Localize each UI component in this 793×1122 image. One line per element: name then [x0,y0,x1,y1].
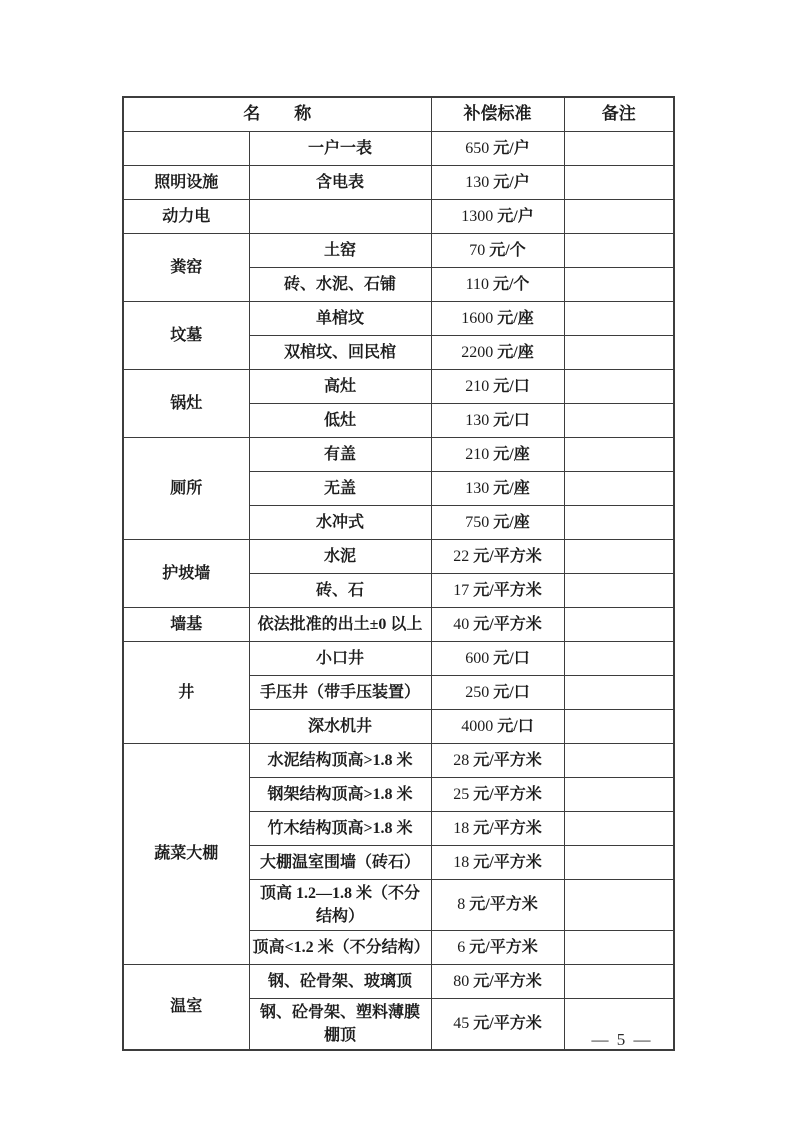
standard-cell [431,200,564,234]
category-cell: 厕所 [123,438,249,540]
remark-cell [564,744,674,778]
item-cell: 含电表 [249,166,431,200]
standard-cell [431,608,564,642]
standard-amount: 40 [453,615,470,633]
standard-cell [431,812,564,846]
item-cell: 有盖 [249,438,431,472]
item-cell: 水泥 [249,540,431,574]
standard-unit: 元/平方米 [473,615,542,633]
item-cell: 水冲式 [249,506,431,540]
item-cell: 钢、砼骨架、玻璃顶 [249,965,431,999]
category-cell [123,132,249,166]
standard-amount: 130 [465,173,490,191]
standard-cell [431,234,564,268]
remark-cell [564,540,674,574]
remark-cell [564,880,674,931]
standard-cell [431,574,564,608]
standard-amount: 18 [453,853,470,871]
remark-cell [564,710,674,744]
standard-cell [431,370,564,404]
remark-cell [564,336,674,370]
remark-cell [564,965,674,999]
category-cell: 粪窑 [123,234,249,302]
standard-cell [431,642,564,676]
standard-unit: 元/座 [493,513,530,531]
standard-cell [431,302,564,336]
item-cell: 手压井（带手压装置） [249,676,431,710]
category-cell: 墙基 [123,608,249,642]
standard-unit: 元/口 [493,683,530,701]
standard-cell [431,710,564,744]
standard-amount: 6 [457,938,466,956]
standard-unit: 元/平方米 [469,896,538,914]
remark-cell [564,608,674,642]
category-cell: 动力电 [123,200,249,234]
standard-amount: 110 [465,275,489,293]
standard-amount: 1600 [461,309,494,327]
item-cell: 低灶 [249,404,431,438]
standard-cell [431,778,564,812]
remark-cell [564,438,674,472]
standard-amount: 25 [453,785,470,803]
remark-cell [564,404,674,438]
standard-amount: 130 [465,411,490,429]
item-cell: 顶高<1.2 米（不分结构） [249,931,431,965]
remark-cell [564,234,674,268]
standard-amount: 250 [465,683,490,701]
standard-cell [431,676,564,710]
category-cell: 照明设施 [123,166,249,200]
header-standard: 补偿标准 [431,97,564,132]
category-cell: 护坡墙 [123,540,249,608]
standard-amount: 8 [457,896,466,914]
item-cell: 一户一表 [249,132,431,166]
standard-unit: 元/个 [492,275,530,293]
remark-cell [564,676,674,710]
standard-cell [431,506,564,540]
standard-unit: 元/座 [493,445,530,463]
standard-amount: 80 [453,972,470,990]
standard-unit: 元/口 [497,717,534,735]
item-cell: 砖、水泥、石铺 [249,268,431,302]
standard-amount: 650 [465,139,490,157]
standard-unit: 元/户 [497,207,534,225]
standard-cell [431,166,564,200]
standard-unit: 元/户 [493,139,530,157]
remark-cell [564,642,674,676]
header-remark: 备注 [564,97,674,132]
item-cell: 砖、石 [249,574,431,608]
table-row [123,744,674,778]
item-cell [249,200,431,234]
category-cell: 井 [123,642,249,744]
standard-amount: 18 [453,819,470,837]
remark-cell [564,506,674,540]
item-cell: 高灶 [249,370,431,404]
table-row [123,540,674,574]
standard-unit: 元/座 [493,479,530,497]
table-row [123,302,674,336]
standard-unit: 元/平方米 [473,751,542,769]
category-cell: 蔬菜大棚 [123,744,249,965]
table-row [123,965,674,999]
standard-unit: 元/平方米 [473,785,542,803]
item-cell: 大棚温室围墙（砖石） [249,846,431,880]
remark-cell [564,166,674,200]
standard-amount: 130 [465,479,490,497]
standard-cell [431,931,564,965]
remark-cell [564,778,674,812]
table-row [123,608,674,642]
standard-amount: 210 [465,445,490,463]
standard-unit: 元/平方米 [473,581,542,599]
standard-amount: 17 [453,581,470,599]
item-cell: 无盖 [249,472,431,506]
standard-amount: 600 [465,649,490,667]
item-cell: 单棺坟 [249,302,431,336]
item-cell: 钢架结构顶高>1.8 米 [249,778,431,812]
item-cell: 土窑 [249,234,431,268]
table-row [123,642,674,676]
category-cell: 温室 [123,965,249,1051]
remark-cell [564,846,674,880]
standard-amount: 750 [465,513,490,531]
table-row [123,132,674,166]
compensation-table [122,96,675,1051]
remark-cell [564,931,674,965]
standard-amount: 70 [469,241,486,259]
category-cell: 坟墓 [123,302,249,370]
remark-cell [564,574,674,608]
standard-cell [431,472,564,506]
standard-unit: 元/个 [489,241,526,259]
page-number: — 5 — [591,1030,653,1049]
table-row [123,166,674,200]
item-cell: 水泥结构顶高>1.8 米 [249,744,431,778]
standard-unit: 元/平方米 [473,547,542,565]
standard-cell [431,132,564,166]
item-cell: 双棺坟、回民棺 [249,336,431,370]
table-row [123,438,674,472]
header-name: 名 称 [123,97,431,132]
standard-cell [431,540,564,574]
remark-cell [564,302,674,336]
standard-cell [431,880,564,931]
standard-unit: 元/座 [497,309,534,327]
standard-unit: 元/口 [493,411,530,429]
standard-cell [431,965,564,999]
table-row [123,200,674,234]
remark-cell [564,472,674,506]
item-cell: 依法批准的出土±0 以上 [249,608,431,642]
item-cell: 钢、砼骨架、塑料薄膜棚顶 [249,999,431,1051]
standard-unit: 元/平方米 [473,972,542,990]
remark-cell [564,812,674,846]
standard-amount: 22 [453,547,470,565]
table-row [123,370,674,404]
standard-cell [431,268,564,302]
standard-cell [431,744,564,778]
standard-unit: 元/平方米 [469,938,538,956]
standard-amount: 1300 [461,207,494,225]
standard-amount: 2200 [461,343,494,361]
standard-cell [431,999,564,1051]
header-row [123,97,674,132]
remark-cell [564,370,674,404]
standard-unit: 元/口 [493,377,530,395]
standard-amount: 4000 [461,717,494,735]
category-cell: 锅灶 [123,370,249,438]
standard-unit: 元/平方米 [473,853,542,871]
standard-unit: 元/口 [493,649,530,667]
standard-amount: 210 [465,377,490,395]
item-cell: 顶高 1.2—1.8 米（不分结构） [249,880,431,931]
item-cell: 竹木结构顶高>1.8 米 [249,812,431,846]
standard-cell [431,336,564,370]
item-cell: 小口井 [249,642,431,676]
remark-cell [564,132,674,166]
remark-cell [564,268,674,302]
standard-unit: 元/户 [493,173,530,191]
item-cell: 深水机井 [249,710,431,744]
standard-unit: 元/平方米 [473,1015,542,1033]
table-row [123,234,674,268]
standard-unit: 元/平方米 [473,819,542,837]
remark-cell [564,200,674,234]
standard-cell [431,404,564,438]
standard-amount: 28 [453,751,470,769]
standard-cell [431,846,564,880]
standard-unit: 元/座 [497,343,534,361]
standard-cell [431,438,564,472]
standard-amount: 45 [453,1015,470,1033]
